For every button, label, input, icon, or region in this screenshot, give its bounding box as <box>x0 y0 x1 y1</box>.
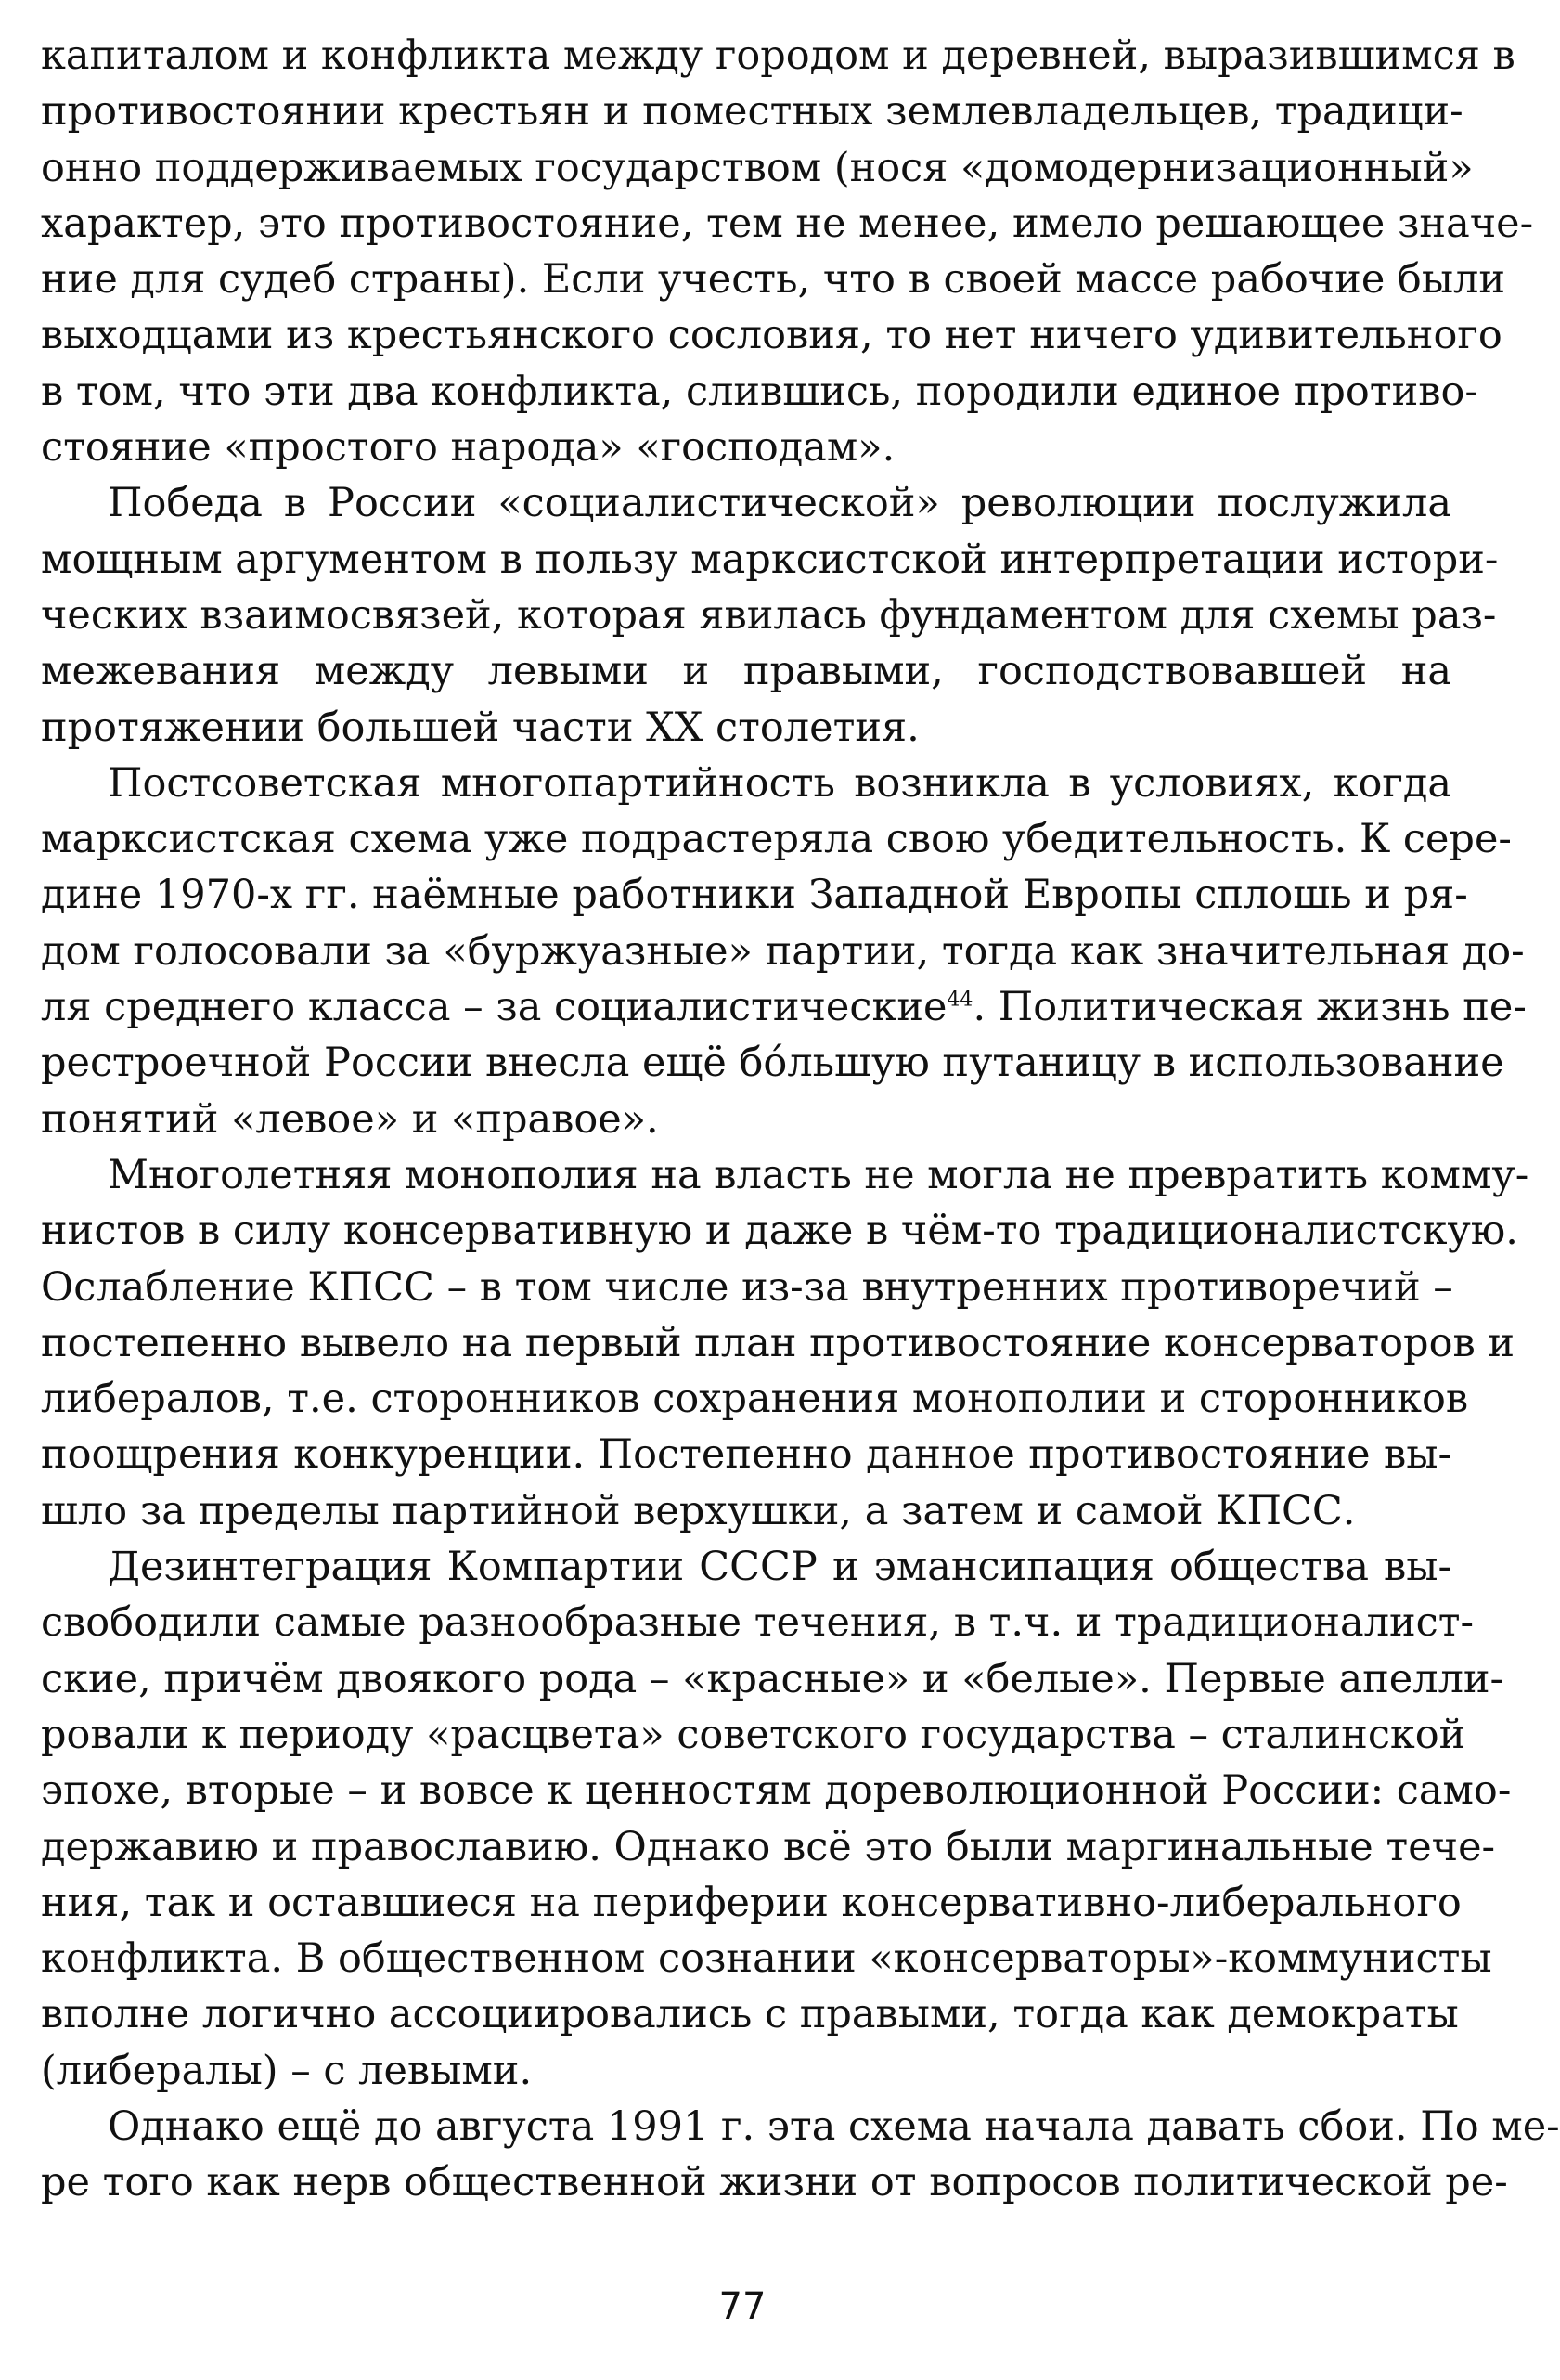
footnote-marker[interactable]: 44 <box>947 988 973 1012</box>
text-line: поощрения конкуренции. Постепенно данное противостояние вы- <box>41 1431 1451 1479</box>
text-line: противостоянии крестьян и поместных землевладельцев, традици- <box>41 88 1463 136</box>
paragraph-first-line: Многолетняя монополия на власть не могла не превратить комму- <box>108 1151 1529 1198</box>
text-line-with-footnote <box>41 979 1527 1035</box>
paragraph-first-line: Постсоветская многопартийность возникла в условиях, когда <box>108 759 1451 807</box>
text-line: нистов в силу консервативную и даже в чём-то традиционалистскую. <box>41 1208 1518 1255</box>
text-line: ровали к периоду «расцвета» советского государства – сталинской <box>41 1711 1466 1758</box>
text-line: свободили самые разнообразные течения, в т.ч. и традиционалист- <box>41 1599 1475 1647</box>
text-line: онно поддерживаемых государством (нося «домодернизационный» <box>41 144 1474 191</box>
text-line: конфликта. В общественном сознании «консерваторы»-коммунисты <box>41 1935 1492 1983</box>
text-line: ческих взаимосвязей, которая явилась фундаментом для схемы раз- <box>41 591 1497 639</box>
text-line: дине 1970-х гг. наёмные работники Западной Европы сплошь и ря- <box>41 872 1468 919</box>
text-line: ния, так и оставшиеся на периферии консервативно-либерального <box>41 1879 1462 1926</box>
text-line: выходцами из крестьянского сословия, то нет ничего удивительного <box>41 312 1502 359</box>
text-line: межевания между левыми и правыми, господствовавшей на <box>41 648 1451 695</box>
document-page <box>41 28 1560 2211</box>
text-segment: . Политическая жизнь пе- <box>973 984 1527 1031</box>
text-line: характер, это противостояние, тем не менее, имело решающее значе- <box>41 200 1534 247</box>
text-line: дом голосовали за «буржуазные» партии, тогда как значительная до- <box>41 927 1525 975</box>
page-number: 77 <box>718 2285 767 2328</box>
text-line: вполне логично ассоциировались с правыми, тогда как демократы <box>41 1991 1459 2038</box>
text-segment: ля среднего класса – за социалистические <box>41 984 948 1031</box>
text-line: Ослабление КПСС – в том числе из-за внутренних противоречий – <box>41 1263 1453 1311</box>
text-line: ние для судеб страны). Если учесть, что в своей массе рабочие были <box>41 256 1506 304</box>
text-line: либералов, т.е. сторонников сохранения монополии и сторонников <box>41 1376 1469 1423</box>
paragraph-first-line: Победа в России «социалистической» революции послужила <box>108 480 1451 527</box>
text-line: эпохе, вторые – и вовсе к ценностям дореволюционной России: само- <box>41 1767 1512 1815</box>
text-line: понятий «левое» и «правое». <box>41 1095 659 1143</box>
text-line: рестроечной России внесла ещё бóльшую путаницу в использование <box>41 1040 1504 1087</box>
text-line: ские, причём двоякого рода – «красные» и «белые». Первые апелли- <box>41 1655 1504 1702</box>
text-line: протяжении большей части XX столетия. <box>41 704 920 751</box>
text-line: марксистская схема уже подрастеряла свою убедительность. К сере- <box>41 816 1512 863</box>
text-line: мощным аргументом в пользу марксистской интерпретации истори- <box>41 536 1499 583</box>
text-line: державию и православию. Однако всё это были маргинальные тече- <box>41 1823 1496 1870</box>
text-line: стояние «простого народа» «господам». <box>41 424 896 472</box>
text-line: ре того как нерв общественной жизни от вопросов политической ре- <box>41 2159 1508 2206</box>
text-line: постепенно вывело на первый план противостояние консерваторов и <box>41 1319 1515 1366</box>
text-line: в том, что эти два конфликта, слившись, породили единое противо- <box>41 368 1478 415</box>
text-line: (либералы) – с левыми. <box>41 2047 533 2094</box>
paragraph-first-line: Однако ещё до августа 1991 г. эта схема начала давать сбои. По ме- <box>108 2102 1560 2150</box>
paragraph-first-line: Дезинтеграция Компартии СССР и эмансипация общества вы- <box>108 1544 1451 1591</box>
text-line: капиталом и конфликта между городом и деревней, выразившимся в <box>41 32 1515 79</box>
text-line: шло за пределы партийной верхушки, а затем и самой КПСС. <box>41 1487 1356 1534</box>
